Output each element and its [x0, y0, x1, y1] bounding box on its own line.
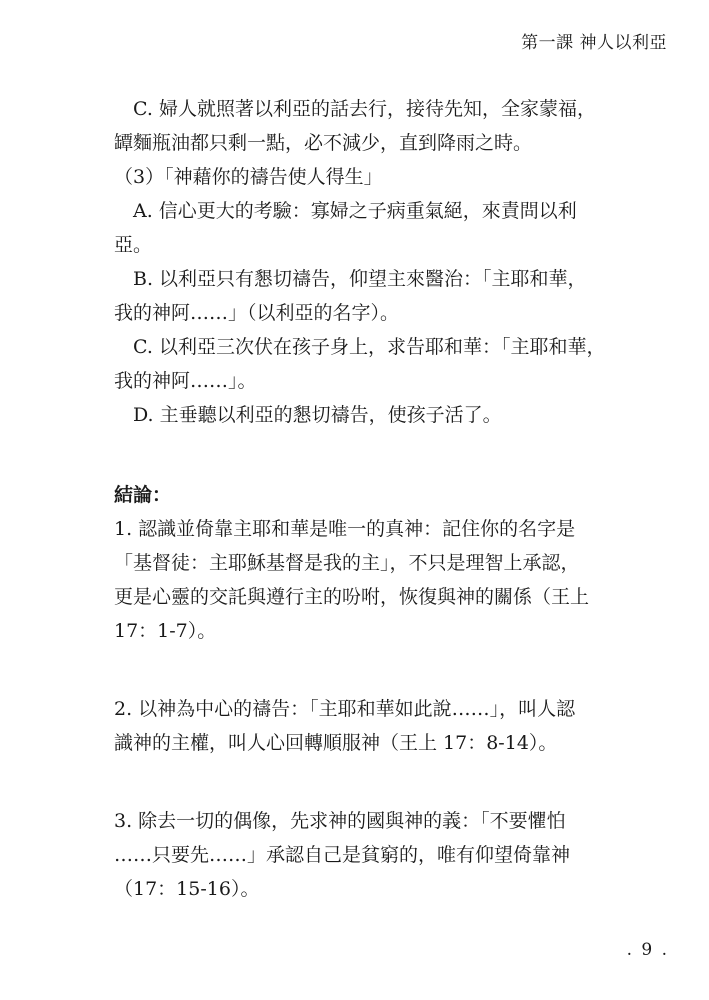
section-c-line-1: C. 婦人就照著以利亞的話去行，接待先知，全家蒙福， — [133, 98, 596, 120]
conclusion-point-1-line-3: 更是心靈的交託與遵行主的吩咐，恢復與神的關係（王上 — [114, 586, 590, 608]
conclusion-point-1-line-4: 17：1-7）。 — [114, 620, 217, 642]
item-d-line-1: D. 主垂聽以利亞的懇切禱告，使孩子活了。 — [133, 404, 502, 426]
section-3-heading: （3）「神藉你的禱告使人得生」 — [114, 166, 383, 188]
section-c-line-2: 罈麵瓶油都只剩一點，必不減少，直到降雨之時。 — [114, 132, 533, 154]
conclusion-point-3-line-2: ……只要先……」承認自己是貧窮的，唯有仰望倚靠神 — [114, 844, 571, 866]
page-number: . 9 . — [626, 940, 669, 960]
page-body — [114, 92, 624, 906]
item-b-line-2: 我的神阿……」（以利亞的名字）。 — [114, 302, 400, 324]
conclusion-point-2-line-2: 識神的主權，叫人心回轉順服神（王上 17：8-14）。 — [114, 732, 558, 754]
conclusion-point-1-line-2: 「基督徒：主耶穌基督是我的主」，不只是理智上承認， — [114, 552, 580, 574]
conclusion-point-2-line-1: 2. 以神為中心的禱告：「主耶和華如此說……」，叫人認 — [114, 698, 576, 720]
item-a-line-2: 亞。 — [114, 234, 153, 256]
conclusion-point-3-line-1: 3. 除去一切的偶像，先求神的國與神的義：「不要懼怕 — [114, 810, 566, 832]
conclusion-point-1-line-1: 1. 認識並倚靠主耶和華是唯一的真神：記住你的名字是 — [114, 518, 576, 540]
item-a-line-1: A. 信心更大的考驗：寡婦之子病重氣絕，來責問以利 — [133, 200, 577, 222]
item-b-line-1: B. 以利亞只有懇切禱告，仰望主來醫治：「主耶和華， — [133, 268, 587, 290]
item-c-line-2: 我的神阿……」。 — [114, 370, 257, 392]
conclusion-heading: 結論： — [114, 484, 172, 506]
spacer — [114, 648, 624, 692]
spacer — [114, 432, 624, 478]
spacer — [114, 760, 624, 804]
item-c-line-1: C. 以利亞三次伏在孩子身上，求告耶和華：「主耶和華， — [133, 336, 606, 358]
conclusion-point-3-line-3: （17：15-16）。 — [114, 878, 260, 900]
running-header: 第一課 神人以利亞 — [521, 33, 667, 53]
